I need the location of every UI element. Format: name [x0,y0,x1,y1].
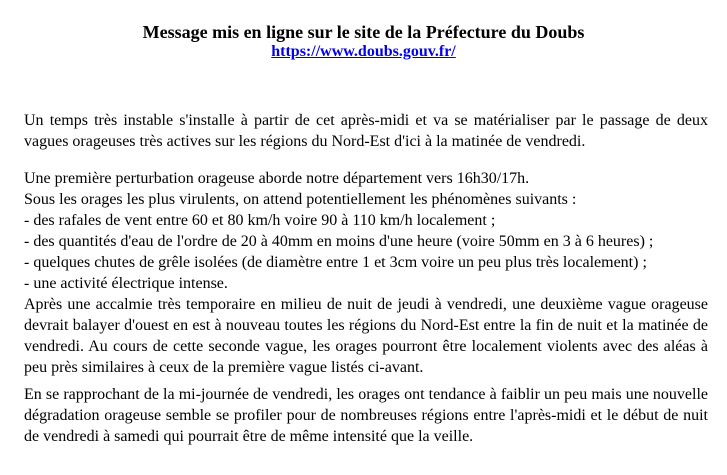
perturbation-intro: Une première perturbation orageuse aborde notre département vers 16h30/17h. [24,170,530,187]
phenomenon-item: - des quantités d'eau de l'ordre de 20 à 40mm en moins d'une heure (voire 50mm en 3 à 6 heures) ; [24,233,654,250]
paragraph-second-wave: Après une accalmie très temporaire en milieu de nuit de jeudi à vendredi, une deuxième vague orageuse devrait balayer d'ouest en est à nouveau toutes les régions du Nord-Est entre la fin de nuit et la matinée de vendredi. Au cours de cette seconde vague, les orages pourront être localement violents avec des aléas à peu près similaires à ceux de la première vague listés ci-avant. [24,296,708,376]
paragraph-friday-outlook: En se rapprochant de la mi-journée de vendredi, les orages ont tendance à faiblir un peu mais une nouvelle dégradation orageuse semble se profiler pour de nombreuses régions entre l'après-midi et le début de nuit de vendredi à samedi qui pourrait être de même intensité que la veille. [24,386,708,445]
paragraph-intro: Un temps très instable s'installe à partir de cet après-midi et va se matérialiser par le passage de deux vagues orageuses très actives sur les régions du Nord-Est d'ici à la matinée de vendredi. [24,112,708,150]
page-title: Message mis en ligne sur le site de la Préfecture du Doubs [142,22,585,42]
perturbation-lead: Sous les orages les plus virulents, on attend potentiellement les phénomènes suivants : [24,191,577,208]
prefecture-website-link[interactable]: https://www.doubs.gouv.fr/ [271,43,456,60]
phenomenon-item: - des rafales de vent entre 60 et 80 km/h voire 90 à 110 km/h localement ; [24,212,496,229]
prefecture-link-line [0,42,727,62]
phenomenon-item: - quelques chutes de grêle isolées (de diamètre entre 1 et 3cm voire un peu plus très localement) ; [24,254,647,271]
paragraph-first-perturbation [24,168,708,294]
phenomenon-item: - une activité électrique intense. [24,275,228,292]
